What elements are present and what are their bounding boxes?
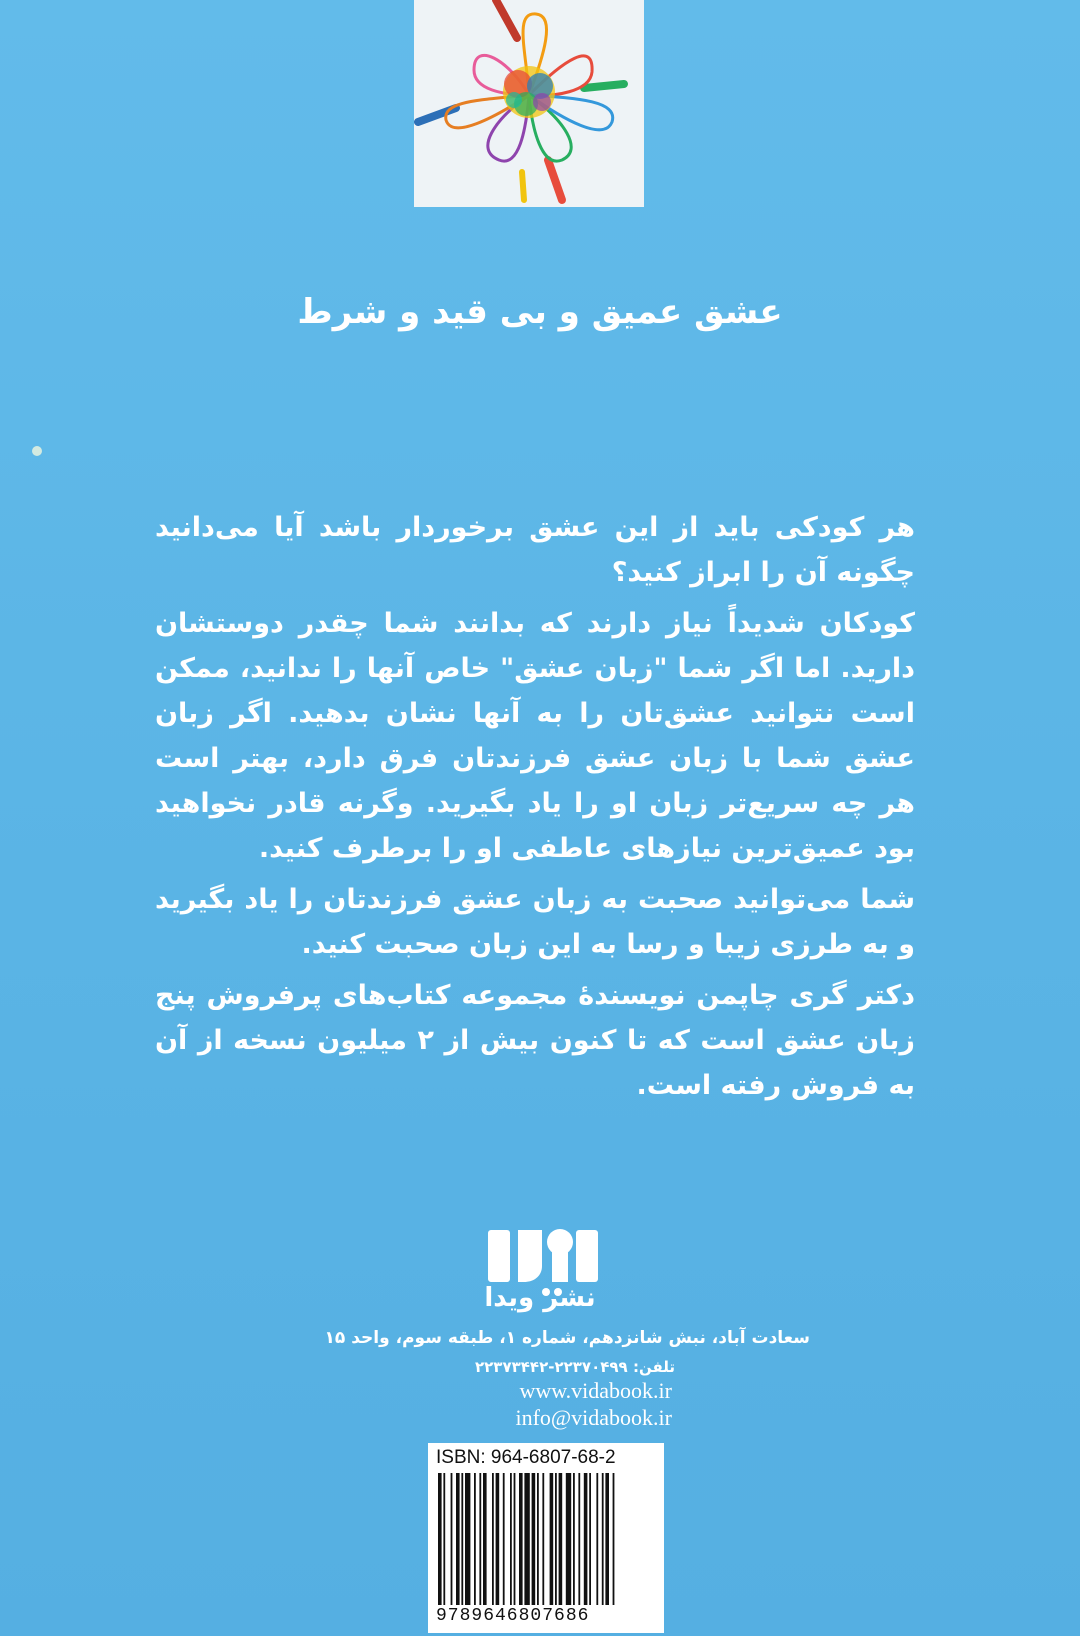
barcode-bar <box>483 1473 487 1605</box>
isbn-text: ISBN: 964-6807-68-2 <box>436 1447 616 1468</box>
barcode-bar <box>503 1473 505 1605</box>
barcode-bar <box>532 1473 536 1605</box>
barcode-bar <box>566 1473 571 1605</box>
barcode-bar <box>573 1473 575 1605</box>
barcode-bar <box>584 1473 588 1605</box>
barcode-bar <box>524 1473 529 1605</box>
barcode-bar <box>451 1473 453 1605</box>
barcode-bars <box>438 1473 654 1605</box>
barcode-bar <box>438 1473 442 1605</box>
barcode-digits: 9789646807686 <box>436 1606 590 1626</box>
blurb-paragraph: کودکان شدیداً نیاز دارند که بدانند شما چقدر دوستشان دارید. اما اگر شما "زبان عشق" خاص آنها را ندانید، ممکن است نتوانید عشق‌تان را به آنها نشان بدهید. اگر زبان عشق شما با زبان عشق فرزندتان فرق دارد، بهتر است هر چه سریع‌تر زبان او را یاد بگیرید. وگرنه قادر نخواهید بود عمیق‌ترین نیازهای عاطفی او را برطرف کنید. <box>155 608 915 864</box>
barcode-bar <box>605 1473 609 1605</box>
barcode-bar <box>443 1473 445 1605</box>
barcode-bar <box>537 1473 539 1605</box>
barcode-bar <box>514 1473 516 1605</box>
publisher-email: info@vidabook.ir <box>515 1405 672 1430</box>
barcode-bar <box>550 1473 554 1605</box>
barcode-bar <box>479 1473 481 1605</box>
blurb <box>155 505 915 1114</box>
barcode-bar <box>496 1473 500 1605</box>
barcode-bar <box>602 1473 604 1605</box>
barcode-bar <box>492 1473 494 1605</box>
barcode-bar <box>461 1473 463 1605</box>
cover-headline: عشق عمیق و بی قید و شرط <box>297 292 783 332</box>
isbn-barcode <box>428 1443 664 1633</box>
heart-flower-drawing <box>414 0 644 207</box>
barcode-bar <box>456 1473 460 1605</box>
barcode-bar <box>555 1473 557 1605</box>
paper-speck <box>32 446 42 456</box>
blurb-paragraph: شما می‌توانید صحبت به زبان عشق فرزندتان را یاد بگیرید و به طرزی زیبا و رسا به این زبان صحبت کنید. <box>155 884 915 960</box>
barcode-bar <box>465 1473 470 1605</box>
blurb-paragraph-author <box>155 973 915 1108</box>
book-series-name: پنج زبان عشق <box>155 980 915 1056</box>
barcode-bar <box>596 1473 598 1605</box>
blurb-sales-line: است که تا کنون بیش از ۲ میلیون نسخه از آن به فروش رفته است. <box>155 1025 915 1101</box>
publisher-website: www.vidabook.ir <box>519 1378 672 1403</box>
barcode-bar <box>613 1473 615 1605</box>
barcode-bar <box>559 1473 563 1605</box>
blurb-paragraph: هر کودکی باید از این عشق برخوردار باشد آیا می‌دانید چگونه آن را ابراز کنید؟ <box>155 512 915 588</box>
barcode-bar <box>542 1473 544 1605</box>
publisher-phone: تلفن: ۲۲۳۷۰۴۹۹-۲۲۳۷۳۴۴۲ <box>474 1358 675 1376</box>
publisher-address: سعادت آباد، نبش شانزدهم، شماره ۱، طبقه سوم، واحد ۱۵ <box>324 1328 810 1348</box>
cover-illustration <box>414 0 644 207</box>
barcode-bar <box>578 1473 580 1605</box>
barcode-bar <box>589 1473 591 1605</box>
barcode-bar <box>510 1473 512 1605</box>
barcode-bar <box>519 1473 523 1605</box>
barcode-bar <box>474 1473 476 1605</box>
publisher-name: نشر ویدا <box>484 1283 596 1313</box>
blurb-author-line: دکتر گری چاپمن نویسندۀ مجموعه کتاب‌های پرفروش <box>206 980 915 1011</box>
